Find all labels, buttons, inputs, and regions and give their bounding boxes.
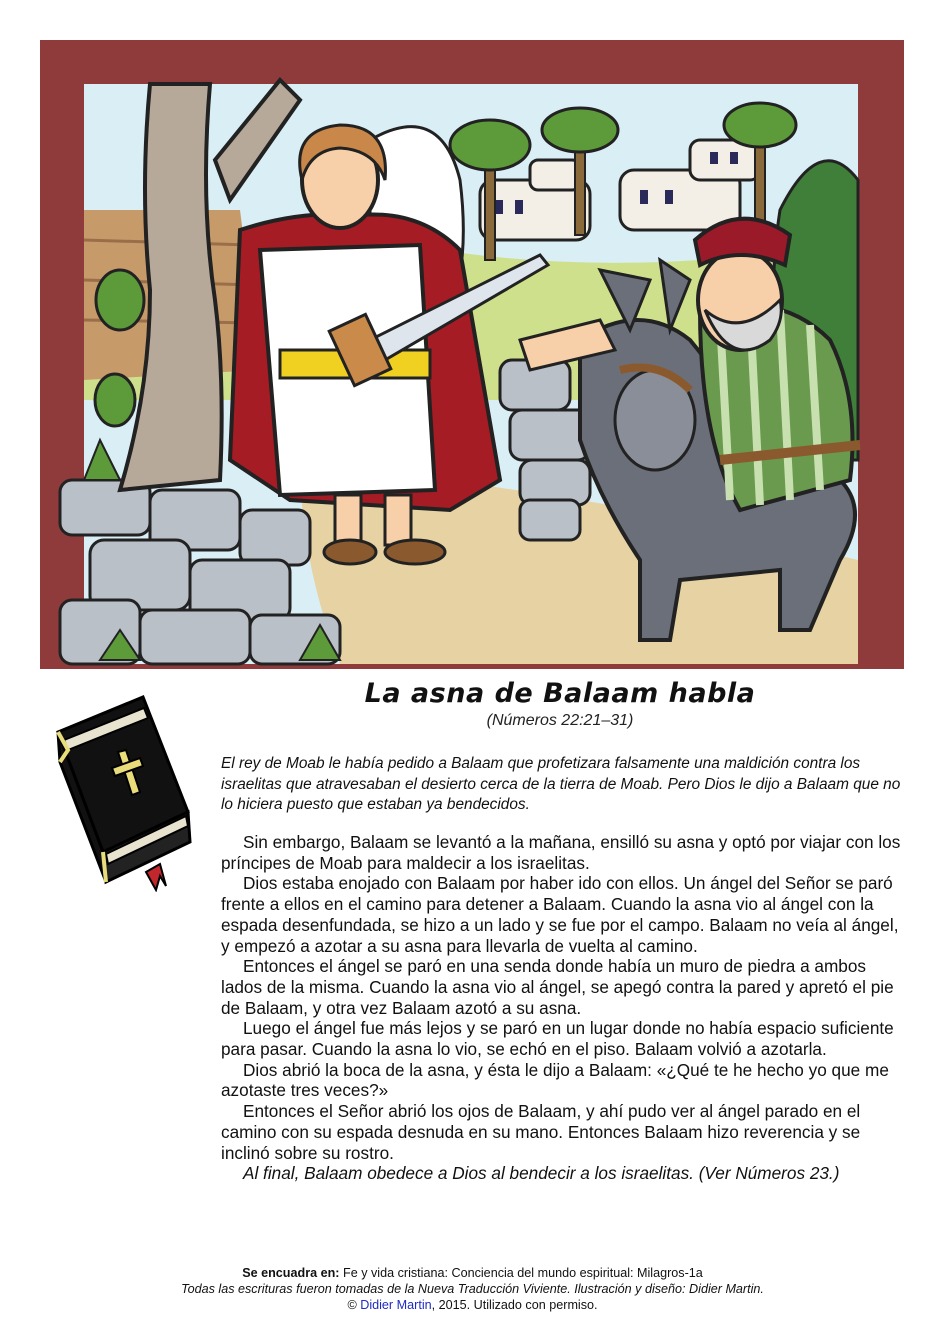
footer-copyright [0,1297,945,1313]
footer [0,1265,945,1313]
story-paragraph: Entonces el ángel se paró en una senda donde había un muro de piedra a ambos lados de la misma. Cuando la asna vio al ángel, se apegó contra la pared y apretó el pie de Balaam, y otra vez Balaam azotó a su asna. [221,956,894,1018]
story-illustration [40,40,904,669]
footer-label: Se encuadra en: [242,1266,340,1280]
scripture-reference: (Números 22:21–31) [486,712,634,729]
footer-category: Fe y vida cristiana: Conciencia del mundo espiritual: Milagros-1a [343,1266,703,1280]
author-link[interactable]: Didier Martin [360,1298,432,1312]
story-paragraph: Dios abrió la boca de la asna, y ésta le dijo a Balaam: «¿Qué te he hecho yo que me azotaste tres veces?» [221,1059,889,1101]
story-paragraph: Entonces el Señor abrió los ojos de Balaam, y ahí pudo ver al ángel parado en el camino con su espada desnuda en su mano. Entonces Balaam hizo reverencia y se inclinó sobre su rostro. [221,1101,861,1163]
story-conclusion: Al final, Balaam obedece a Dios al bendecir a los israelitas. (Ver Números 23.) [243,1163,840,1184]
story-paragraph: Luego el ángel fue más lejos y se paró en un lugar donde no había espacio suficiente para pasar. Cuando la asna lo vio, se echó en el piso. Balaam volvió a azotarla. [221,1018,894,1060]
intro-text: El rey de Moab le había pedido a Balaam que profetizara falsamente una maldición contra los israelitas que atravesaban el desierto cerca de la tierra de Moab. Pero Dios le dijo a Balaam que no lo hiciera puesto que estaban ya bendecidos. [221,755,901,813]
story-paragraph: Sin embargo, Balaam se levantó a la mañana, ensilló su asna y optó por viajar con los príncipes de Moab para maldecir a los israelitas. [221,832,901,873]
story-paragraph: Dios estaba enojado con Balaam por haber ido con ellos. Un ángel del Señor se paró frente a ellos en el camino para detener a Balaam. Cuando la asna vio al ángel con la espada desenfundada, se hizo a un lado y se fue por el campo. Balaam no veía al ángel, y empezó a azotar a su asna para llevarla de vuelta al camino. [221,873,899,956]
copyright-symbol: © [347,1298,357,1312]
footer-credits: Todas las escrituras fueron tomadas de la Nueva Traducción Viviente. Ilustración y diseño: Didier Martin. [181,1282,764,1296]
story-body [221,832,911,1184]
bible-icon [48,692,198,892]
footer-category-line [0,1265,945,1281]
page-title: La asna de Balaam habla [364,678,756,709]
copyright-rest: , 2015. Utilizado con permiso. [431,1298,598,1312]
